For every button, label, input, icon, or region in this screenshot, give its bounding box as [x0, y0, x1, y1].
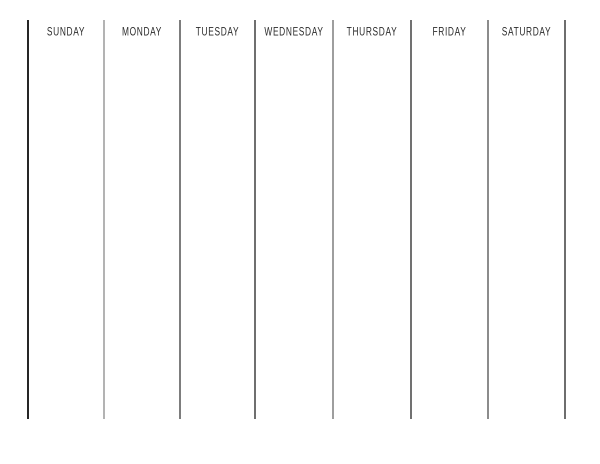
day-header-wednesday: WEDNESDAY [264, 25, 324, 39]
column-divider [179, 20, 181, 419]
column-divider [27, 20, 29, 419]
day-header-monday: MONDAY [121, 25, 163, 39]
column-divider [487, 20, 489, 419]
day-header-tuesday: TUESDAY [195, 25, 240, 39]
day-header-saturday: SATURDAY [501, 25, 552, 39]
day-header-sunday: SUNDAY [46, 25, 86, 39]
column-divider [564, 20, 566, 419]
day-header-thursday: THURSDAY [346, 25, 398, 39]
column-divider [332, 20, 334, 419]
column-divider [103, 20, 105, 419]
column-divider [254, 20, 256, 419]
column-divider [410, 20, 412, 419]
day-header-friday: FRIDAY [432, 25, 467, 39]
